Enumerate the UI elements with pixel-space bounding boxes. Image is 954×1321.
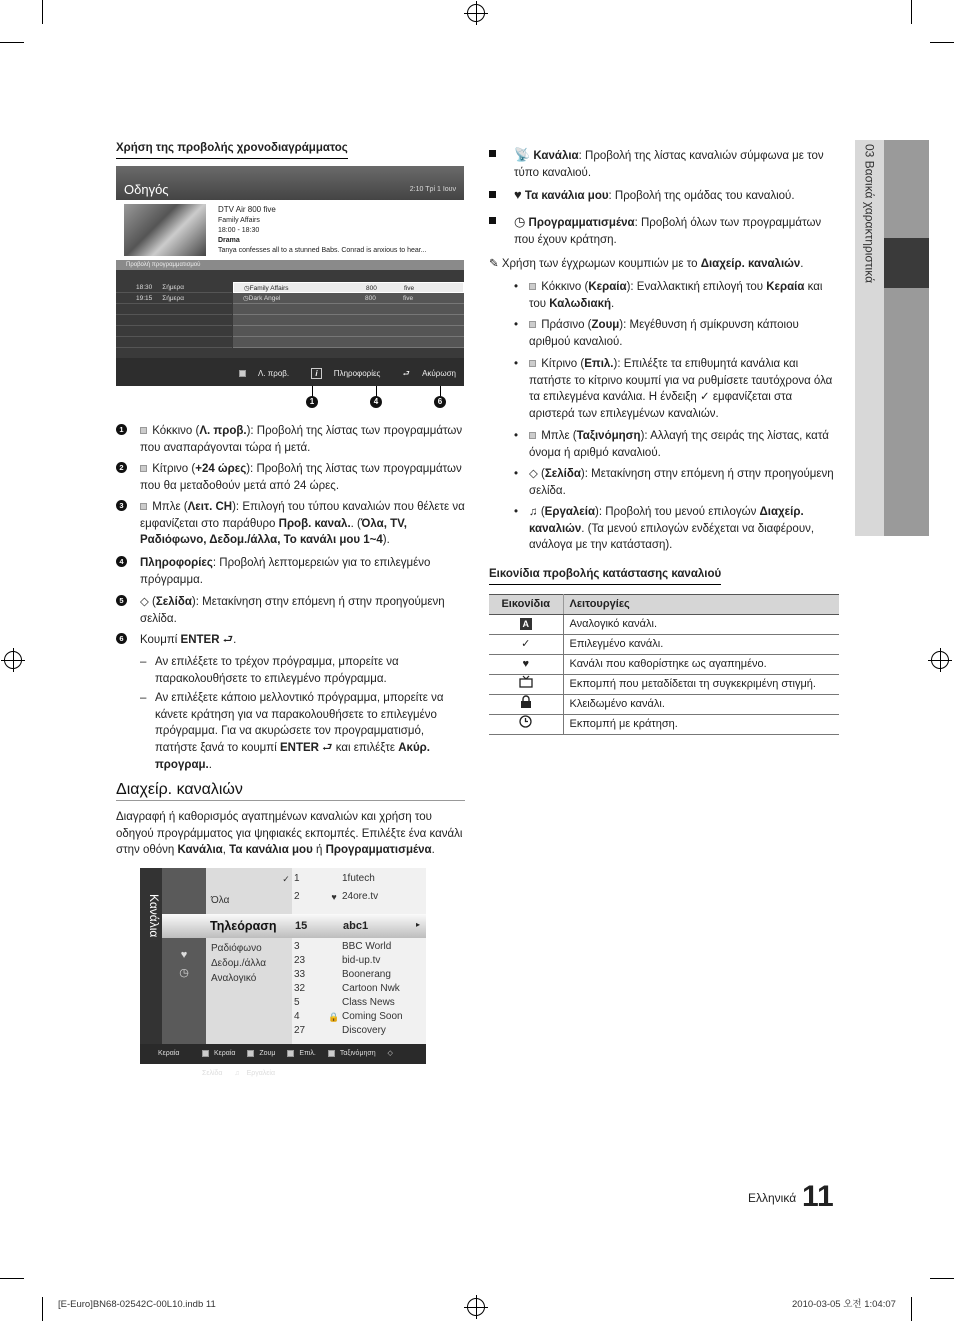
schedule-subbar: Προβολή προγραμματισμού [116, 260, 464, 270]
red-button-icon [529, 283, 536, 290]
channel-list-item[interactable]: 5 Class News [294, 997, 395, 1008]
table-row: ✓ Επιλεγμένο κανάλι. [489, 635, 839, 655]
clock-icon: ◷ [243, 295, 249, 302]
footer-date: 2010-03-05 오전 1:04:07 [792, 1299, 896, 1310]
schedule-row[interactable]: 18:30 Σήμερα ◷Family Affairs 800 five [116, 282, 464, 293]
page-updown-icon: ◇ [529, 468, 538, 480]
page-updown-icon: ◇ [140, 596, 149, 608]
check-icon: ✓ [521, 637, 531, 650]
note: ✎ Χρήση των έγχρωμων κουμπιών με το Διαχείρ. καναλιών. [489, 258, 804, 270]
program-thumbnail [124, 204, 206, 256]
tools-button[interactable]: ♫ Εργαλεία [234, 1070, 276, 1077]
yellow-button-icon [140, 465, 147, 472]
yellow-button-icon [287, 1050, 294, 1057]
callout-marker: 1 [306, 396, 318, 408]
sub-item-red: • Κόκκινο (Κεραία): Εναλλακτική επιλογή του Κεραία και του Καλωδιακή. [514, 281, 823, 310]
heart-icon: ♥ [331, 892, 337, 902]
blue-button-icon [328, 1050, 335, 1057]
channel-list-item[interactable]: 27 Discovery [294, 1025, 386, 1036]
table-row: ♥ Κανάλι που καθορίστηκε ως αγαπημένο. [489, 655, 839, 675]
info-icon: i [311, 368, 321, 379]
heart-icon: ♥ [514, 187, 522, 202]
chapter-side-tab [855, 140, 929, 536]
schedule-row-empty [116, 315, 464, 326]
program-info-text: DTV Air 800 five Family Affairs 18:00 - 18:30 Drama Tanya confesses all to a stunned Babs. Conrad is anxious to hear... [218, 205, 427, 255]
channel-screen-title: Κανάλια [147, 894, 161, 938]
yellow-button-icon [529, 360, 536, 367]
chapter-title: 03 Βασικά χαρακτηριστικά [862, 144, 877, 284]
table-row: Εκπομπή με κράτηση. [489, 715, 839, 735]
right-item-scheduled: ◷ Προγραμματισμένα: Προβολή όλων των προγραμμάτων που έχουν κράτηση. [514, 214, 822, 246]
guide-item-5: 5 ◇ (Σελίδα): Μετακίνηση στην επόμενη ή στην προηγούμενη σελίδα. [116, 594, 466, 627]
right-item-my-channels: ♥ Τα κανάλια μου: Προβολή της ομάδας του καναλιού. [514, 187, 795, 202]
enter-icon: ⮐ [322, 742, 333, 755]
callout-marker: 4 [370, 396, 382, 408]
channel-manager-screen [140, 868, 426, 1077]
table-row: A Αναλογικό κανάλι. [489, 615, 839, 635]
guide-item-3: 3 Μπλε (Λειτ. CH): Επιλογή του τύπου καναλιών που θέλετε να εμφανίζεται στο παράθυρο Προβ. καναλ.. (Όλα, TV, Ραδιόφωνο, Δεδομ./άλλα, Το κανάλι μου 1~4). [116, 499, 466, 549]
crop-mark [911, 0, 912, 24]
crop-mark [0, 1278, 24, 1279]
crop-mark [911, 1297, 912, 1321]
clock-icon [519, 715, 532, 728]
channel-status-icon-table: Εικονίδια Λειτουργίες A Αναλογικό κανάλι. ✓ Επιλεγμένο κανάλι. ♥ Κανάλι που καθορίστηκε ως αγαπημένο. Εκπομπή που μεταδίδεται τη συγκεκριμένη στιγμή. Κλειδωμένο κανάλι. Εκπομπή με κράτηση. [489, 594, 839, 735]
note-icon: ✎ [489, 258, 499, 270]
heart-icon: ♥ [522, 657, 530, 670]
antenna-button[interactable]: Κεραία [202, 1050, 240, 1057]
guide-item-4: 4 Πληροφορίες: Προβολή λεπτομερειών για το επιλεγμένο πρόγραμμα. [116, 555, 466, 588]
schedule-grid [116, 282, 464, 352]
clock-icon[interactable]: ◷ [179, 967, 189, 979]
bullet [489, 191, 496, 198]
arrow-right-icon: ▸ [415, 920, 420, 929]
heart-icon[interactable]: ♥ [180, 949, 188, 961]
red-button-icon [239, 370, 246, 377]
category-tv: Τηλεόραση [210, 919, 277, 933]
green-button-icon [529, 321, 536, 328]
select-button[interactable]: Επιλ. [287, 1050, 321, 1057]
zoom-button[interactable]: Ζουμ [247, 1050, 280, 1057]
sort-button[interactable]: Ταξινόμηση [328, 1050, 381, 1057]
red-button-icon [140, 427, 147, 434]
enter-icon: ⮐ [222, 634, 234, 646]
category-analog[interactable]: Αναλογικό [211, 973, 257, 984]
channels-icon: 📡 [514, 147, 531, 162]
tools-icon: ♫ [529, 506, 538, 518]
channel-list-item[interactable]: 33 Boonerang [294, 969, 391, 980]
selected-channel-row[interactable]: Τηλεόραση 15 abc1 ▸ [162, 914, 426, 938]
schedule-row-empty [116, 337, 464, 348]
crop-mark [930, 42, 954, 43]
lock-icon: 🔒 [328, 1012, 340, 1022]
analog-icon: A [520, 618, 532, 630]
guide-screen [116, 166, 464, 386]
guide-title: Οδηγός [124, 182, 169, 197]
channel-intro: Διαγραφή ή καθορισμός αγαπημένων καναλιών και χρήση του οδηγού προγράμματος για ψηφιακές εκπομπές. Επιλέξτε ένα κανάλι στην οθόνη Κανάλια, Τα κανάλια μου ή Προγραμματισμένα. [116, 811, 463, 857]
page-number: 11 [802, 1180, 834, 1213]
bullet [489, 150, 496, 157]
category-radio[interactable]: Ραδιόφωνο [211, 943, 262, 954]
callout-marker: 6 [434, 396, 446, 408]
footer-file: [E-Euro]BN68-02542C-00L10.indb 11 [58, 1299, 216, 1310]
sub-item-green: • Πράσινο (Ζουμ): Μεγέθυνση ή σμίκρυνση κάποιου αριθμού καναλιού. [514, 319, 799, 348]
sub-item-blue: • Μπλε (Ταξινόμηση): Αλλαγή της σειράς της λίστας, κατά όνομα ή αριθμό καναλιού. [514, 430, 829, 459]
red-button-icon [202, 1050, 209, 1057]
guide-item-6: 6 Κουμπί ENTER ⮐. [116, 632, 466, 649]
check-icon: ✓ [282, 874, 290, 884]
sub-item-tools: • ♫ (Εργαλεία): Προβολή του μενού επιλογών Διαχείρ. καναλιών. (Τα μενού επιλογών ενδέχεται να διαφέρουν, ανάλογα με την κατάσταση). [514, 506, 815, 552]
cancel-button[interactable]: ⮐ Ακύρωση [402, 369, 456, 378]
schedule-row[interactable]: 19:15 Σήμερα ◷Dark Angel 800 five [116, 293, 464, 304]
guide-datetime: 2:10 Τρί 1 Ιουν [409, 186, 456, 193]
guide-heading: Χρήση της προβολής χρονοδιαγράμματος [116, 140, 348, 159]
tv-icon [519, 676, 533, 688]
category-data[interactable]: Δεδομ./άλλα [211, 958, 266, 969]
page-updown-icon: ◇ [387, 1050, 393, 1057]
page-button[interactable]: ◇ Σελίδα [202, 1050, 393, 1077]
guide-note-2: – Αν επιλέξετε κάποιο μελλοντικό πρόγραμμα, μπορείτε να κάνετε κράτηση για να παρακολουθήσετε το επιλεγμένο πρόγραμμα. Για να ακυρώσετε τον προγραμματισμό, πατήστε ξανά το κουμπί ENTER ⮐ και επιλέξτε Ακύρ. προγραμ.. [140, 692, 444, 771]
clock-icon: ◷ [514, 214, 526, 229]
channel-list-item[interactable]: 2 ♥ 24ore.tv [294, 891, 379, 902]
schedule-row-empty [116, 304, 464, 315]
guide-item-1: 1 Κόκκινο (Λ. προβ.): Προβολή της λίστας των προγραμμάτων που αναπαράγονται τώρα ή μετά. [116, 423, 466, 456]
channel-list-item[interactable]: 23 bid-up.tv [294, 955, 381, 966]
crop-mark [930, 1278, 954, 1279]
sub-item-page: • ◇ (Σελίδα): Μετακίνηση στην επόμενη ή στην προηγούμενη σελίδα. [514, 468, 834, 497]
crop-mark [42, 0, 43, 24]
registration-mark [467, 1298, 485, 1316]
channel-list-item[interactable]: 3 BBC World [294, 941, 392, 952]
channel-list-item[interactable]: 1 ✓ 1futech [292, 872, 426, 886]
table-row: Κλειδωμένο κανάλι. [489, 695, 839, 715]
category-all[interactable]: Όλα [211, 895, 230, 906]
return-icon: ⮐ [402, 369, 410, 378]
sub-item-yellow: • Κίτρινο (Επιλ.): Επιλέξτε τα επιθυμητά κανάλια και πατήστε το κίτρινο κουμπί για να ρυθμίσετε ταυτόχρονα όλα τα επιλεγμένα κανάλια. Η ένδειξη ✓ εμφανίζεται στα αριστερά των επιλεγμένων καναλιών. [514, 358, 833, 421]
program-info-box [116, 200, 464, 260]
section-rule [116, 800, 465, 801]
right-item-channels: 📡 Κανάλια: Προβολή της λίστας καναλιών σύμφωνα με τον τύπο καναλιού. [514, 147, 824, 179]
schedule-row-empty [116, 326, 464, 337]
registration-mark [931, 651, 949, 669]
lock-icon [520, 695, 532, 708]
section-title: Διαχείρ. καναλιών [116, 781, 243, 798]
blue-button-icon [529, 432, 536, 439]
green-button-icon [247, 1050, 254, 1057]
guide-note-1: – Αν επιλέξετε το τρέχον πρόγραμμα, μπορείτε να παρακολουθήσετε το επιλεγμένο πρόγραμμα. [140, 656, 399, 685]
info-button[interactable]: i Πληροφορίες [301, 369, 380, 378]
channel-list-item[interactable]: 32 Cartoon Nwk [294, 983, 400, 994]
table-heading: Εικονίδια προβολής κατάστασης καναλιού [489, 566, 721, 585]
registration-mark [467, 4, 485, 22]
guide-button-bar [116, 358, 464, 386]
tools-icon: ♫ [234, 1070, 240, 1077]
channel-button-bar: Κεραία Κεραία Ζουμ Επιλ. Ταξινόμηση ◇ Σελίδα ♫ Εργαλεία [140, 1044, 426, 1064]
crop-mark [42, 1297, 43, 1321]
crop-mark [0, 42, 24, 43]
registration-mark [4, 651, 22, 669]
bullet [489, 217, 496, 224]
table-row: Εκπομπή που μεταδίδεται τη συγκεκριμένη στιγμή. [489, 675, 839, 695]
blue-button-icon [140, 503, 147, 510]
page-language: Ελληνικά [748, 1191, 797, 1205]
clock-icon: ◷ [244, 285, 250, 292]
guide-item-2: 2 Κίτρινο (+24 ώρες): Προβολή της λίστας των προγραμμάτων που θα μεταδοθούν μετά από 24 ώρες. [116, 461, 466, 494]
channel-list-item[interactable]: 4 🔒 Coming Soon [294, 1011, 403, 1022]
red-button[interactable]: Λ. προβ. [229, 369, 289, 378]
